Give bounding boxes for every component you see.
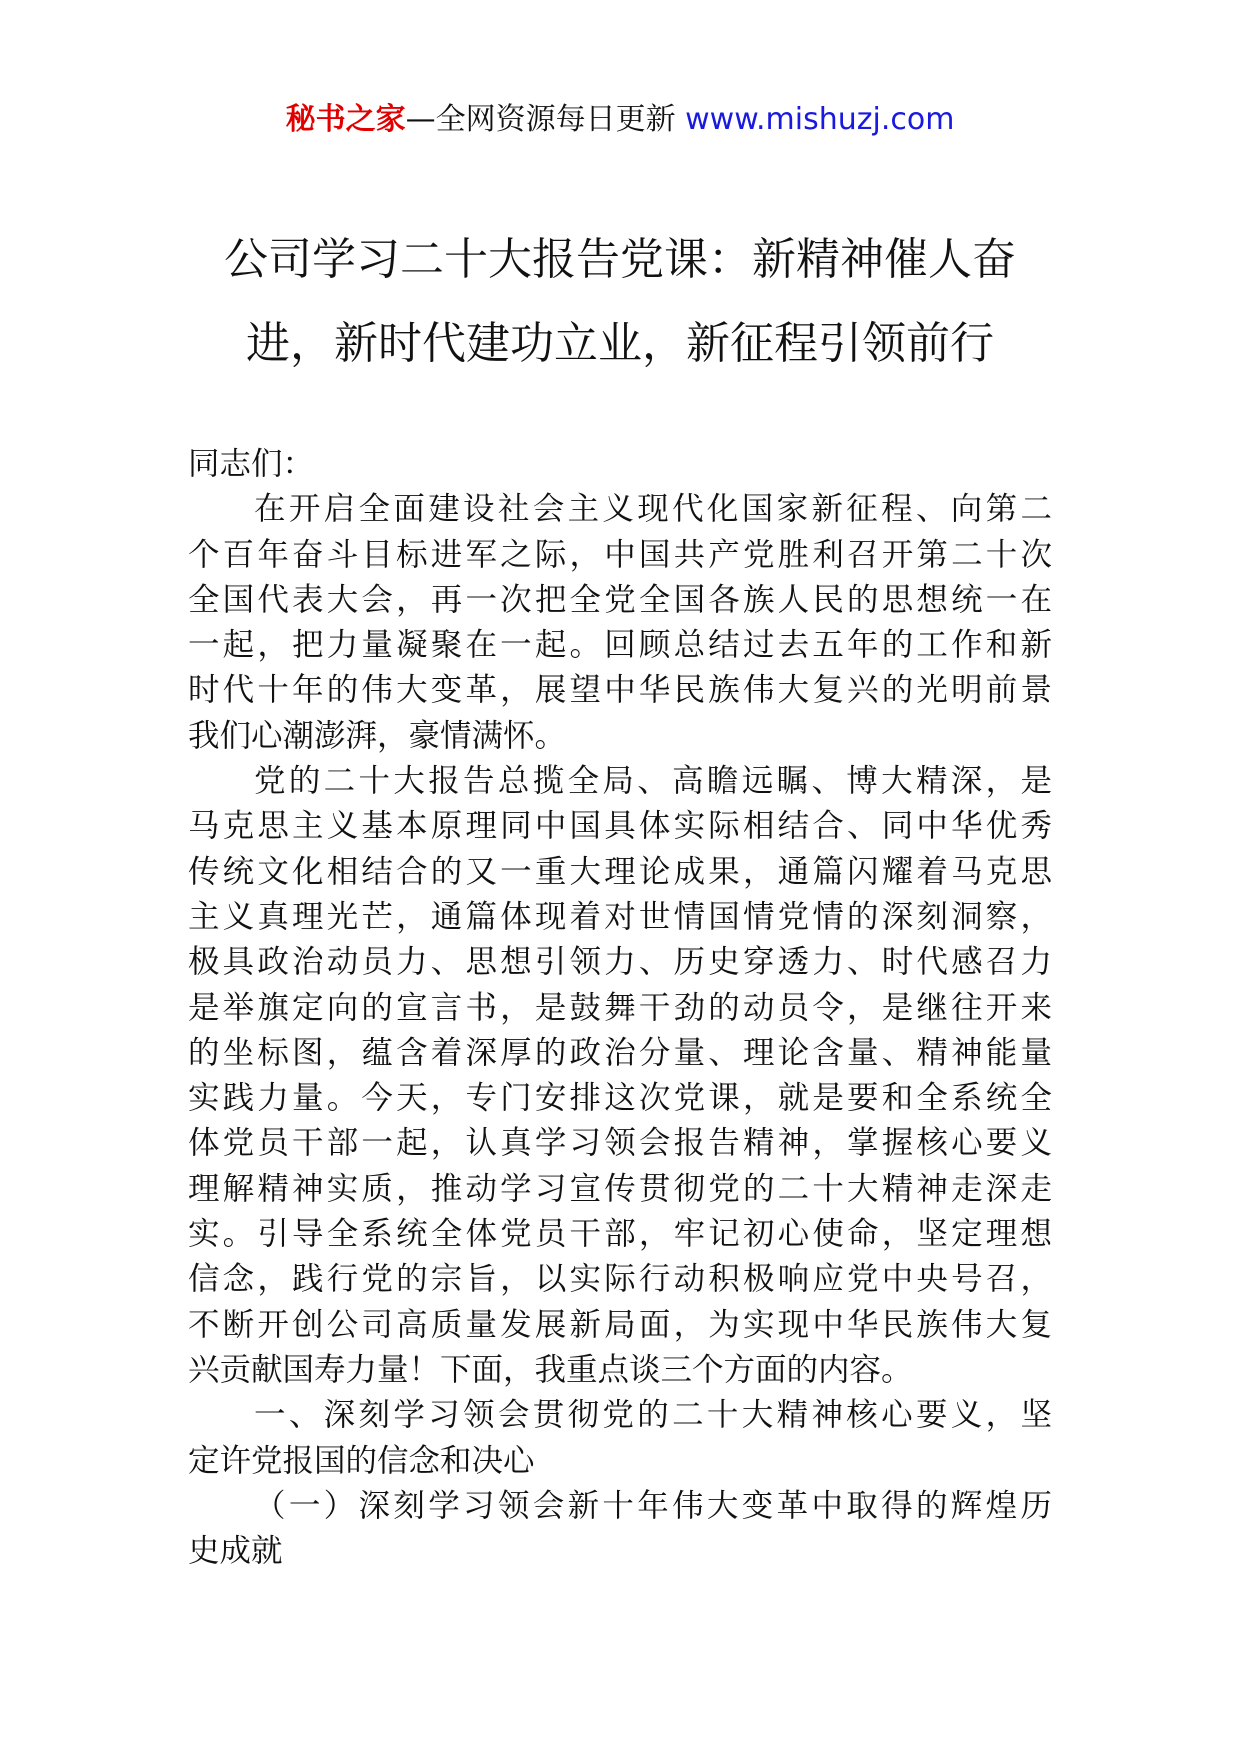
section-heading	[188, 1393, 1052, 1484]
text-line: 是举旗定向的宣言书，是鼓舞干劲的动员令，是继往开来	[188, 989, 1052, 1026]
text-line: 一起，把力量凝聚在一起。回顾总结过去五年的工作和新	[188, 627, 1052, 664]
title-line: 进，新时代建功立业，新征程引领前行	[246, 318, 994, 369]
site-header	[0, 100, 1240, 140]
text-line: 在开启全面建设社会主义现代化国家新征程、向第二	[254, 491, 1052, 528]
text-line: 理解精神实质，推动学习宣传贯彻党的二十大精神走深走	[188, 1170, 1052, 1207]
text-line: 极具政治动员力、思想引领力、历史穿透力、时代感召力	[188, 944, 1052, 981]
text-line: 我们心潮澎湃，豪情满怀。	[188, 717, 567, 754]
text-line: 传统文化相结合的又一重大理论成果，通篇闪耀着马克思	[188, 853, 1052, 890]
text-line: 党的二十大报告总揽全局、高瞻远瞩、博大精深，是	[254, 763, 1052, 800]
text-line: 兴贡献国寿力量！下面，我重点谈三个方面的内容。	[188, 1351, 913, 1388]
text-line: 实。引导全系统全体党员干部，牢记初心使命，坚定理想	[188, 1216, 1052, 1253]
text-line: 马克思主义基本原理同中国具体实际相结合、同中华优秀	[188, 808, 1052, 845]
title-line: 公司学习二十大报告党课：新精神催人奋	[224, 234, 1016, 285]
text-line: （一）深刻学习领会新十年伟大变革中取得的辉煌历	[254, 1487, 1052, 1524]
paragraph	[188, 759, 1052, 1393]
text-line: 不断开创公司高质量发展新局面，为实现中华民族伟大复	[188, 1306, 1052, 1343]
text-line: 信念，践行党的宗旨，以实际行动积极响应党中央号召，	[188, 1261, 1052, 1298]
text-line: 全国代表大会，再一次把全党全国各族人民的思想统一在	[188, 581, 1052, 618]
document-body	[188, 442, 1052, 1574]
text-line: 主义真理光芒，通篇体现着对世情国情党情的深刻洞察，	[188, 898, 1052, 935]
site-url-link[interactable]: www.mishuzj.com	[685, 102, 955, 137]
site-tagline: —全网资源每日更新	[405, 102, 686, 137]
site-brand: 秘书之家	[285, 102, 406, 137]
text-line: 定许党报国的信念和决心	[188, 1442, 535, 1479]
document-title	[150, 218, 1090, 386]
text-line: 实践力量。今天，专门安排这次党课，就是要和全系统全	[188, 1080, 1052, 1117]
text-line: 体党员干部一起，认真学习领会报告精神，掌握核心要义	[188, 1125, 1052, 1162]
text-line: 个百年奋斗目标进军之际，中国共产党胜利召开第二十次	[188, 536, 1052, 573]
text-line: 史成就	[188, 1533, 283, 1570]
paragraph	[188, 487, 1052, 759]
salutation: 同志们：	[188, 446, 315, 482]
text-line: 的坐标图，蕴含着深厚的政治分量、理论含量、精神能量	[188, 1034, 1052, 1071]
text-line: 时代十年的伟大变革，展望中华民族伟大复兴的光明前景	[188, 672, 1052, 709]
text-line: 一、深刻学习领会贯彻党的二十大精神核心要义，坚	[254, 1397, 1052, 1434]
subsection-heading	[188, 1484, 1052, 1575]
